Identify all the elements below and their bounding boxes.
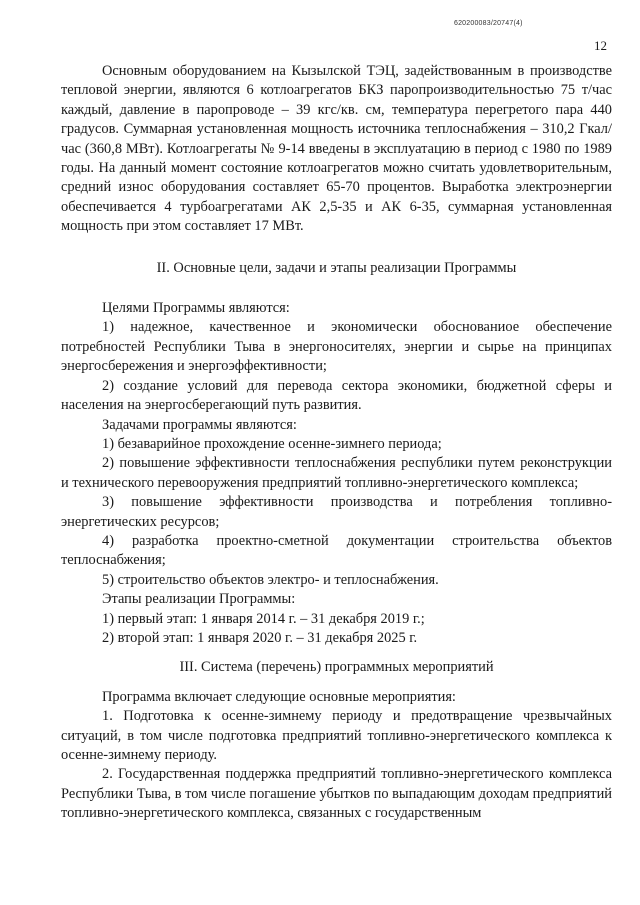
- document-id: 620200083/20747(4): [454, 20, 523, 27]
- section-2-title: II. Основные цели, задачи и этапы реализации Программы: [156, 259, 517, 276]
- measures-intro: Программа включает следующие основные мероприятия:: [102, 688, 456, 705]
- tasks-intro: Задачами программы являются:: [102, 416, 297, 433]
- intro-paragraph: Основным оборудованием на Кызылской ТЭЦ, задействованным в производстве тепловой энергии, являются 6 котлоагрегатов БКЗ паропроизводительностью 75 т/час каждый, давление в паропроводе – 39 кгс/кв. см, температура перегретого пара 440 градусов. Суммарная установленная мощность источника теплоснабжения – 310,2 Гкал/час (360,8 МВт). Котлоагрегаты № 9-14 введены в эксплуатацию в период с 1980 по 1989 годы. На данный момент состояние котлоагрегатов можно считать удовлетворительным, средний износ оборудования составляет 65-70 процентов. Выработка электроэнергии обеспечивается 4 турбоагрегатами АК 2,5-35 и АК 6-35, суммарная установленная мощность при этом составляет 17 МВт.: [61, 63, 612, 235]
- section-3-title: III. Система (перечень) программных мероприятий: [179, 659, 494, 676]
- measure-item-2: 2. Государственная поддержка предприятий топливно-энергетического комплекса Республики Тыва, в том числе погашение убытков по выпадающим доходам предприятий топливно-энергетического комплекса, связанных с государственным: [61, 766, 612, 822]
- stages-intro: Этапы реализации Программы:: [102, 591, 296, 608]
- goal-item-1: 1) надежное, качественное и экономически обоснованиое обеспечение потребностей Республики Тыва в энергоносителях, энергии и сырье на принципах энергосбережения и энергоэффективности;: [61, 319, 612, 375]
- document-body: [61, 62, 612, 824]
- task-item-1: 1) безаварийное прохождение осенне-зимнего периода;: [102, 435, 442, 452]
- goals-intro: Целями Программы являются:: [102, 300, 290, 317]
- page-number: 12: [594, 38, 607, 53]
- stage-item-2: 2) второй этап: 1 января 2020 г. – 31 декабря 2025 г.: [102, 629, 418, 646]
- task-item-2: 2) повышение эффективности теплоснабжения республики путем реконструкции и технического перевооружения предприятий топливно-энергетического комплекса;: [61, 455, 612, 491]
- task-item-3: 3) повышение эффективности производства и потребления топливно-энергетических ресурсов;: [61, 494, 612, 530]
- stage-item-1: 1) первый этап: 1 января 2014 г. – 31 декабря 2019 г.;: [102, 610, 425, 627]
- task-item-5: 5) строительство объектов электро- и теплоснабжения.: [102, 571, 439, 588]
- task-item-4: 4) разработка проектно-сметной документации строительства объектов теплоснабжения;: [61, 532, 612, 569]
- goal-item-2: 2) создание условий для перевода сектора экономики, бюджетной сферы и населения на энергосберегающий путь развития.: [61, 377, 612, 414]
- measure-item-1: 1. Подготовка к осенне-зимнему периоду и предотвращение чрезвычайных ситуаций, в том числе подготовка предприятий топливно-энергетического комплекса к осенне-зимнему периоду.: [61, 708, 612, 763]
